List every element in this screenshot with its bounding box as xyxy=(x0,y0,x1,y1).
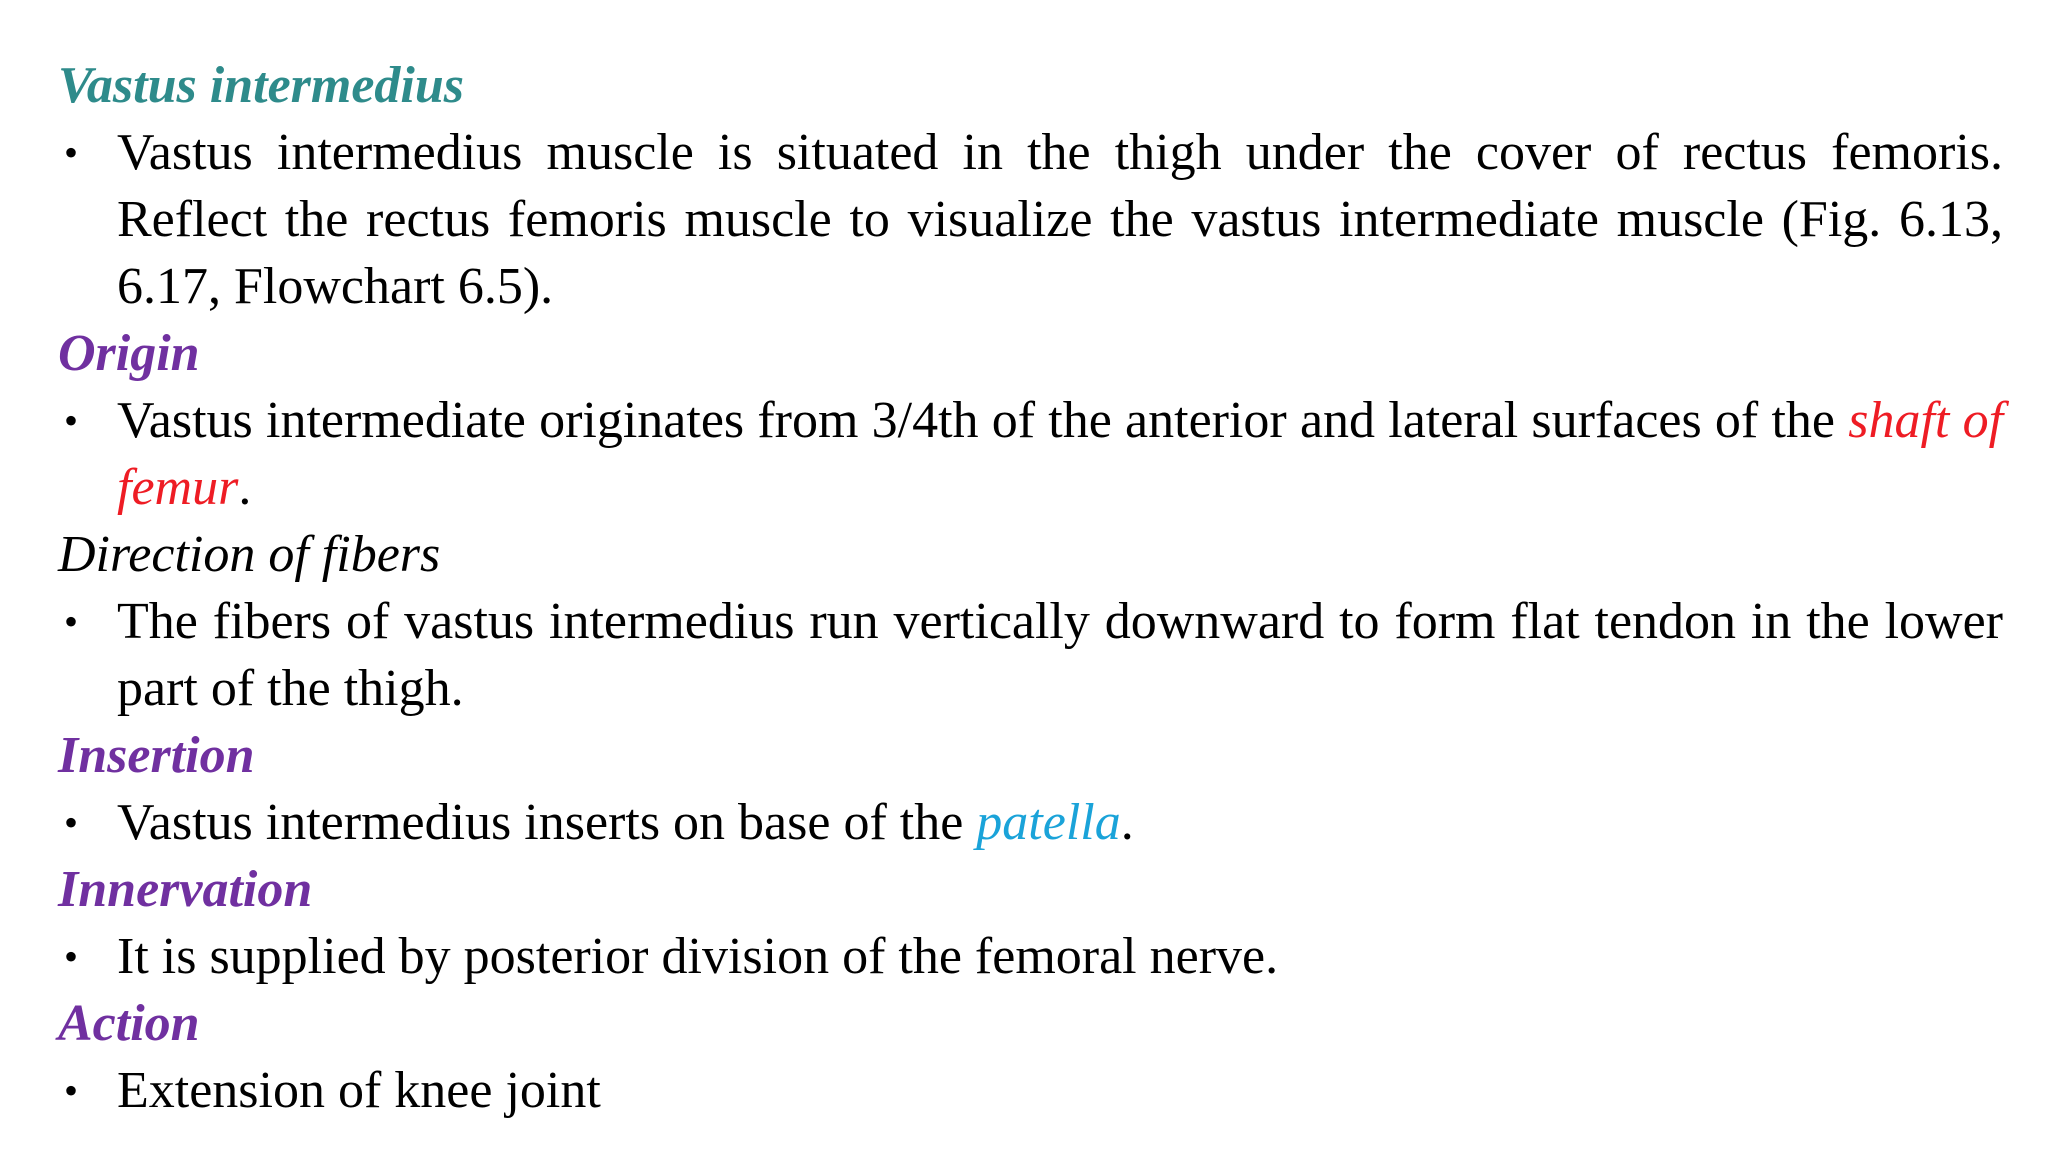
bullet-text-end: . xyxy=(1120,794,1134,851)
bullet-text: Vastus intermediate originates from 3/4th of the anterior and lateral surfaces of the xyxy=(117,392,1835,449)
section-heading-insertion: Insertion xyxy=(58,727,255,784)
title-heading: Vastus intermedius xyxy=(58,57,465,114)
bullet-icon: • xyxy=(64,800,79,845)
bullet-icon: • xyxy=(64,599,79,644)
section-heading-direction: Direction of fibers xyxy=(58,526,441,583)
bullet-text: Extension of knee joint xyxy=(117,1062,601,1119)
section-heading-action: Action xyxy=(58,995,200,1052)
section-heading-origin: Origin xyxy=(58,325,200,382)
bullet-icon: • xyxy=(64,130,79,175)
bullet-text: The fibers of vastus intermedius run vertically downward to form flat tendon in the lower part of the thigh. xyxy=(117,593,2003,717)
document-body xyxy=(58,52,2003,1124)
bullet-text-end: . xyxy=(238,459,252,516)
highlight-term: patella xyxy=(976,794,1121,851)
bullet-item xyxy=(58,1057,2003,1124)
bullet-item xyxy=(58,923,2003,990)
bullet-icon: • xyxy=(64,934,79,979)
bullet-item xyxy=(58,789,2003,856)
bullet-text: It is supplied by posterior division of the femoral nerve. xyxy=(117,928,1279,985)
bullet-item xyxy=(58,387,2003,521)
bullet-icon: • xyxy=(64,1068,79,1113)
bullet-text: Vastus intermedius muscle is situated in the thigh under the cover of rectus femoris. Reflect the rectus femoris muscle to visualize the vastus intermediate muscle (Fig. 6.13, 6.17, Flowchart 6.5). xyxy=(117,124,2003,315)
bullet-item xyxy=(58,119,2003,320)
bullet-text: Vastus intermedius inserts on base of the xyxy=(117,794,964,851)
section-heading-innervation: Innervation xyxy=(58,861,313,918)
bullet-item xyxy=(58,588,2003,722)
highlight-term: shaft of femur xyxy=(117,392,2004,516)
bullet-icon: • xyxy=(64,398,79,443)
